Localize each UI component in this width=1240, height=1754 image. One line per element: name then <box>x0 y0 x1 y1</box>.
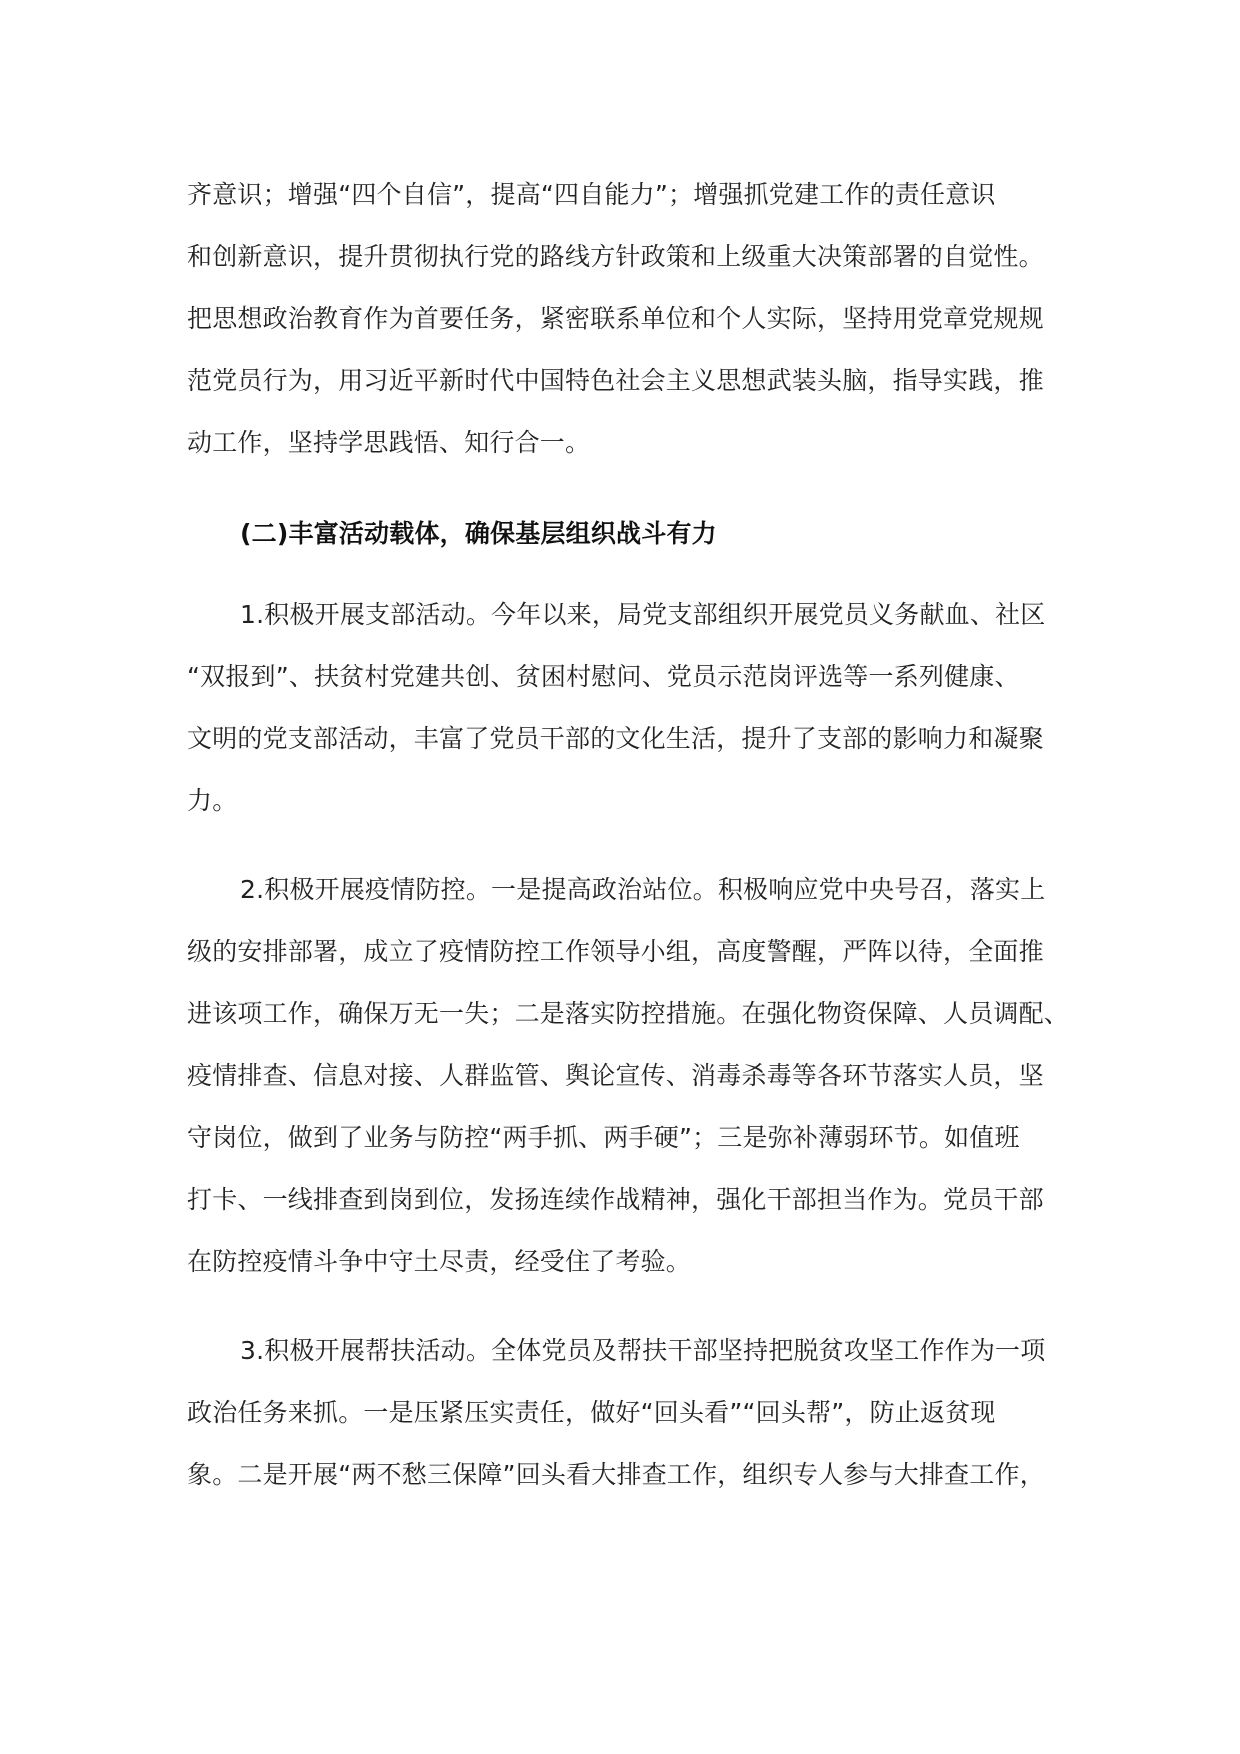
paragraph-line: 文明的党支部活动，丰富了党员干部的文化生活，提升了支部的影响力和凝聚 <box>187 724 1044 753</box>
paragraph-line: 象。二是开展“两不愁三保障”回头看大排查工作，组织专人参与大排查工作， <box>187 1460 1045 1489</box>
paragraph-line: 政治任务来抓。一是压紧压实责任，做好“回头看”“回头帮”，防止返贫现 <box>187 1398 996 1427</box>
paragraph-line: 3.积极开展帮扶活动。全体党员及帮扶干部坚持把脱贫攻坚工作作为一项 <box>240 1336 1046 1365</box>
section-heading: (二)丰富活动载体，确保基层组织战斗有力 <box>240 519 717 548</box>
paragraph-line: 1.积极开展支部活动。今年以来，局党支部组织开展党员义务献血、社区 <box>240 600 1046 629</box>
paragraph-line: 动工作，坚持学思践悟、知行合一。 <box>187 428 591 457</box>
paragraph-line: 进该项工作，确保万无一失；二是落实防控措施。在强化物资保障、人员调配、 <box>187 999 1070 1028</box>
paragraph-line: 在防控疫情斗争中守土尽责，经受住了考验。 <box>187 1247 692 1276</box>
paragraph-line: 齐意识；增强“四个自信”，提高“四自能力”；增强抓党建工作的责任意识 <box>187 180 996 209</box>
paragraph-line: 和创新意识，提升贯彻执行党的路线方针政策和上级重大决策部署的自觉性。 <box>187 242 1044 271</box>
paragraph-line: 疫情排查、信息对接、人群监管、舆论宣传、消毒杀毒等各环节落实人员，坚 <box>187 1061 1044 1090</box>
paragraph-line: 打卡、一线排查到岗到位，发扬连续作战精神，强化干部担当作为。党员干部 <box>187 1185 1044 1214</box>
paragraph-line: 力。 <box>187 786 238 815</box>
paragraph-line: 守岗位，做到了业务与防控“两手抓、两手硬”；三是弥补薄弱环节。如值班 <box>187 1123 1020 1152</box>
paragraph-line: 2.积极开展疫情防控。一是提高政治站位。积极响应党中央号召，落实上 <box>240 875 1046 904</box>
paragraph-line: 范党员行为，用习近平新时代中国特色社会主义思想武装头脑，指导实践，推 <box>187 366 1044 395</box>
paragraph-line: 把思想政治教育作为首要任务，紧密联系单位和个人实际，坚持用党章党规规 <box>187 304 1044 333</box>
paragraph-line: 级的安排部署，成立了疫情防控工作领导小组，高度警醒，严阵以待，全面推 <box>187 937 1044 966</box>
paragraph-line: “双报到”、扶贫村党建共创、贫困村慰问、党员示范岗评选等一系列健康、 <box>187 662 1020 691</box>
